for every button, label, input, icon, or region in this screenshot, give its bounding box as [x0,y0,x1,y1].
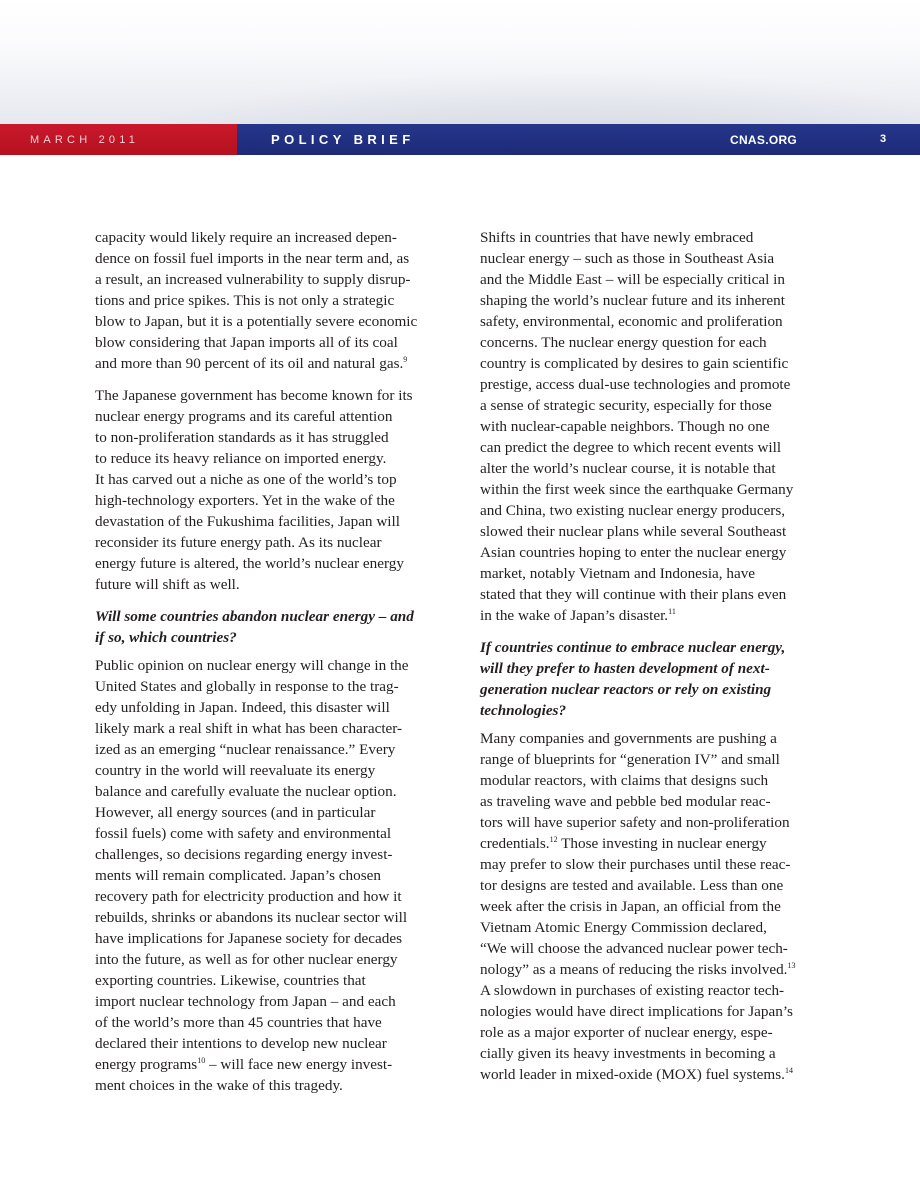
text-line: Will some countries abandon nuclear energy – and [95,608,414,625]
running-header [0,124,920,155]
text-line: role as a major exporter of nuclear energy, espe- [480,1024,773,1041]
text-line: It has carved out a niche as one of the world’s top [95,471,397,488]
text-line: have implications for Japanese society for decades [95,930,403,947]
text-line: Public opinion on nuclear energy will change in the [95,657,409,674]
text-line: as traveling wave and pebble bed modular reac- [480,793,771,810]
text-line: blow considering that Japan imports all of its coal [95,334,398,351]
text-line: to reduce its heavy reliance on imported energy. [95,450,387,467]
text-line: Asian countries hoping to enter the nuclear energy [480,544,787,561]
text-line: However, all energy sources (and in particular [95,804,376,821]
text-line: may prefer to slow their purchases until these reac- [480,856,791,873]
text-line: with nuclear-capable neighbors. Though no one [480,418,770,435]
text-line [480,1064,830,1085]
footnote-ref-10[interactable]: 10 [197,1056,206,1065]
text-line: exporting countries. Likewise, countries that [95,972,366,989]
text-segment: energy programs [95,1056,198,1073]
text-line: recovery path for electricity production and how it [95,888,402,905]
text-line: rebuilds, shrinks or abandons its nuclear sector will [95,909,408,926]
paragraph [95,655,441,1096]
text-line: and the Middle East – will be especially critical in [480,271,785,288]
text-line: stated that they will continue with their plans even [480,586,787,603]
text-line: capacity would likely require an increased depen- [95,229,397,246]
footnote-ref-11[interactable]: 11 [668,607,676,616]
text-line: and China, two existing nuclear energy producers, [480,502,786,519]
text-line: within the first week since the earthquake Germany [480,481,794,498]
text-line: to non-proliferation standards as it has struggled [95,429,389,446]
text-line: week after the crisis in Japan, an official from the [480,898,781,915]
text-line: tions and price spikes. This is not only a strategic [95,292,395,309]
text-line: ized as an emerging “nuclear renaissance.” Every [95,741,396,758]
publication-title: POLICY BRIEF [271,132,415,147]
text-line: energy future is altered, the world’s nuclear energy [95,555,404,572]
text-line: Vietnam Atomic Energy Commission declared, [480,919,767,936]
text-line: tors will have superior safety and non-proliferation [480,814,790,831]
text-segment: – will face new energy invest- [205,1056,393,1073]
text-segment: and more than 90 percent of its oil and natural gas. [95,355,404,372]
section-question [95,606,441,648]
text-line [95,1054,441,1075]
right-column [480,227,830,1096]
footnote-ref-13[interactable]: 13 [787,961,796,970]
left-column [95,227,441,1107]
text-line: declared their intentions to develop new nuclear [95,1035,387,1052]
text-line: dence on fossil fuel imports in the near term and, as [95,250,410,267]
text-line: market, notably Vietnam and Indonesia, have [480,565,756,582]
text-line [480,833,830,854]
text-line: into the future, as well as for other nuclear energy [95,951,398,968]
text-segment: nology” as a means of reducing the risks involved. [480,961,788,978]
text-line: Shifts in countries that have newly embraced [480,229,754,246]
text-segment: world leader in mixed-oxide (MOX) fuel systems. [480,1066,785,1083]
text-line: country in the world will reevaluate its energy [95,762,376,779]
page-number: 3 [880,133,887,145]
text-line: reconsider its future energy path. As its nuclear [95,534,382,551]
text-line: high-technology exporters. Yet in the wake of the [95,492,395,509]
text-segment: in the wake of Japan’s disaster. [480,607,669,624]
text-line: nologies would have direct implications for Japan’s [480,1003,793,1020]
text-line: devastation of the Fukushima facilities, Japan will [95,513,400,530]
text-line: blow to Japan, but it is a potentially severe economic [95,313,418,330]
text-segment: Those investing in nuclear energy [557,835,767,852]
text-line: “We will choose the advanced nuclear power tech- [480,940,788,957]
text-line: United States and globally in response to the trag- [95,678,399,695]
text-line: of the world’s more than 45 countries that have [95,1014,382,1031]
text-line: ments will remain complicated. Japan’s chosen [95,867,381,884]
text-line: cially given its heavy investments in becoming a [480,1045,776,1062]
text-line: import nuclear technology from Japan – and each [95,993,396,1010]
footnote-ref-12[interactable]: 12 [549,835,558,844]
header-title-panel [237,124,920,155]
paragraph [480,227,830,626]
text-line: edy unfolding in Japan. Indeed, this disaster will [95,699,390,716]
text-line [480,605,830,626]
text-line: a sense of strategic security, especially for those [480,397,772,414]
text-line: tor designs are tested and available. Less than one [480,877,784,894]
text-line: slowed their nuclear plans while several Southeast [480,523,787,540]
text-line: fossil fuels) come with safety and environmental [95,825,392,842]
text-line: will they prefer to hasten development of next- [480,660,770,677]
text-line: If countries continue to embrace nuclear energy, [480,639,786,656]
text-line: prestige, access dual-use technologies and promote [480,376,791,393]
text-line: country is complicated by desires to gain scientific [480,355,789,372]
text-line: range of blueprints for “generation IV” and small [480,751,780,768]
text-line [480,959,830,980]
text-line: concerns. The nuclear energy question for each [480,334,767,351]
text-line: modular reactors, with claims that designs such [480,772,769,789]
text-line: nuclear energy programs and its careful attention [95,408,393,425]
text-line: balance and carefully evaluate the nuclear option. [95,783,397,800]
text-line: generation nuclear reactors or rely on existing [480,681,772,698]
text-line: challenges, so decisions regarding energy invest- [95,846,393,863]
text-line: can predict the degree to which recent events will [480,439,782,456]
text-line: a result, an increased vulnerability to supply disrup- [95,271,411,288]
footnote-ref-9[interactable]: 9 [403,355,408,364]
text-line: A slowdown in purchases of existing reactor tech- [480,982,785,999]
text-line: if so, which countries? [95,629,237,646]
header-date-panel [0,124,237,155]
paragraph [480,728,830,1085]
text-line [95,353,441,374]
text-line: safety, environmental, economic and proliferation [480,313,783,330]
text-line: future will shift as well. [95,576,240,593]
text-line: technologies? [480,702,567,719]
section-question [480,637,830,721]
text-line: nuclear energy – such as those in Southeast Asia [480,250,775,267]
text-line: likely mark a real shift in what has been character- [95,720,403,737]
text-line: alter the world’s nuclear course, it is notable that [480,460,776,477]
text-line: The Japanese government has become known for its [95,387,413,404]
website-link[interactable]: CNAS.ORG [730,133,798,147]
header-date: MARCH 2011 [30,133,140,146]
text-segment: credentials. [480,835,550,852]
paragraph [95,227,441,374]
text-line: Many companies and governments are pushing a [480,730,777,747]
text-line: ment choices in the wake of this tragedy. [95,1077,343,1094]
paragraph [95,385,441,595]
text-line: shaping the world’s nuclear future and its inherent [480,292,785,309]
page-top-background [0,0,920,124]
footnote-ref-14[interactable]: 14 [784,1066,793,1075]
